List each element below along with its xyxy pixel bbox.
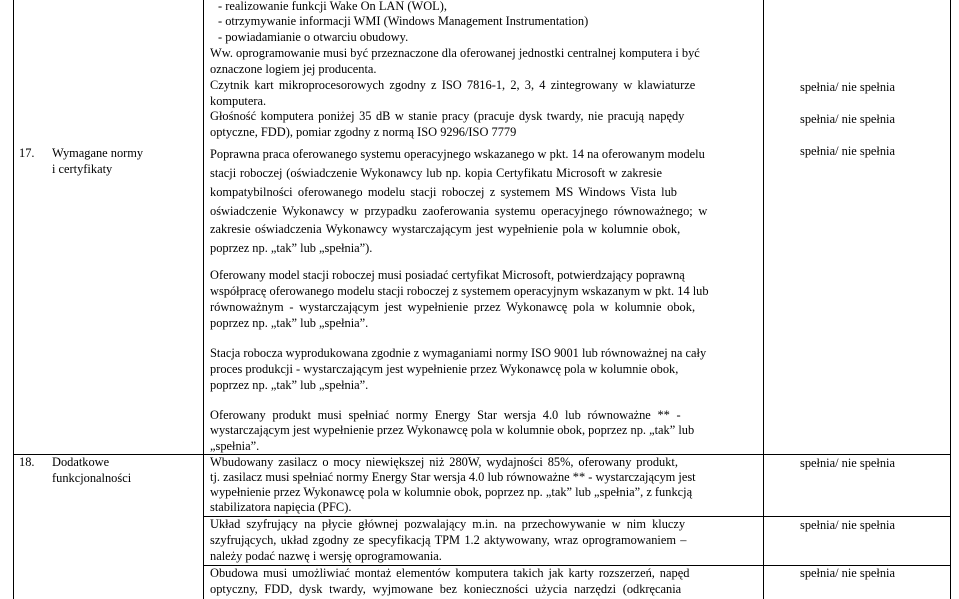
text-line: oświadczenie Wykonawcy w przypadku zaoferowania systemu operacyjnego równoważnego; w [210,204,708,218]
status-cell[interactable]: spełnia/ nie spełnia [800,112,895,126]
text-line: stacji roboczej (oświadczenie Wykonawcy lub np. kopia Certyfikatu Microsoft w zakresie [210,166,662,180]
row17-label-line2: i certyfikaty [52,162,113,176]
text-line: równoważnym - wystarczającym jest wypełnienie przez Wykonawcę pola w kolumnie obok, [210,300,696,314]
text-line: Oferowany produkt musi spełniać normy Energy Star wersja 4.0 lub równoważne ** - [210,408,681,422]
text-line: kompatybilności oferowanego modelu stacji roboczej z systemem MS Windows Vista lub [210,185,677,199]
status-cell[interactable]: spełnia/ nie spełnia [800,144,895,158]
text-line: Obudowa musi umożliwiać montaż elementów komputera takich jak karty rozszerzeń, napęd [210,566,690,580]
text-line: współpracę oferowanego modelu stacji roboczej z systemem operacyjnym wskazanym w pkt. 14 lub [210,284,709,298]
text-line: - realizowanie funkcji Wake On LAN (WOL), [218,0,447,13]
text-line: wypełnienie przez Wykonawcę pola w kolumnie obok, poprzez np. „tak” lub „spełnia”, z funkcją [210,485,693,499]
text-line: optyczny, FDD, dysk twardy, wyjmowane bez konieczności użycia narzędzi (odkręcania [210,582,682,596]
text-line: komputera. [210,94,267,108]
text-line: zakresie oświadczenia Wykonawcy wystarczającym jest wypełnienie pola w kolumnie obok, [210,222,681,236]
status-cell[interactable]: spełnia/ nie spełnia [800,518,895,532]
table-border-left [13,0,14,599]
row18-label-line2: funkcjonalności [52,471,132,485]
status-cell[interactable]: spełnia/ nie spełnia [800,80,895,94]
text-line: poprzez np. „tak” lub „spełnia”. [210,378,369,392]
text-line: wystarczającym jest wypełnienie przez Wykonawcę pola w kolumnie obok, poprzez np. „tak” lub [210,423,695,437]
text-line: oznaczone logiem jej producenta. [210,62,377,76]
text-line: optyczne, FDD), pomiar zgodny z normą ISO 9296/ISO 7779 [210,125,517,139]
text-line: szyfrujących, układ zgodny ze specyfikacją TPM 1.2 aktywowany, wraz oprogramowaniem – [210,533,687,547]
text-line: Oferowany model stacji roboczej musi posiadać certyfikat Microsoft, potwierdzający poprawną [210,268,685,282]
text-line: Ww. oprogramowanie musi być przeznaczone dla oferowanej jednostki centralnej komputera i być [210,46,700,60]
text-line: Poprawna praca oferowanego systemu operacyjnego wskazanego w pkt. 14 na oferowanym modelu [210,147,705,161]
row17-label-line1: Wymagane normy [52,146,144,160]
text-line: Wbudowany zasilacz o mocy niewiększej niż 280W, wydajności 85%, oferowany produkt, [210,455,678,469]
text-line: - otrzymywanie informacji WMI (Windows Management Instrumentation) [218,14,589,28]
text-line: Czytnik kart mikroprocesorowych zgodny z ISO 7816-1, 2, 3, 4 zintegrowany w klawiaturze [210,78,696,92]
table-divider-col2 [763,0,764,599]
text-line: poprzez np. „tak” lub „spełnia”. [210,316,369,330]
status-cell[interactable]: spełnia/ nie spełnia [800,456,895,470]
text-line: Głośność komputera poniżej 35 dB w stanie pracy (pracuje dysk twardy, nie pracują napędy [210,109,685,123]
row18-label-line1: Dodatkowe [52,455,110,469]
row18-number: 18. [19,455,35,469]
text-line: poprzez np. „tak” lub „spełnia”). [210,241,373,255]
text-line: „spełnia”. [210,439,260,453]
text-line: należy podać nazwę i wersję oprogramowania. [210,549,442,563]
text-line: tj. zasilacz musi spełniać normy Energy Star wersja 4.0 lub równoważne ** - wystarczającym jest [210,470,696,484]
text-line: proces produkcji - wystarczającym jest wypełnienie przez Wykonawcę pola w kolumnie obok, [210,362,679,376]
text-line: - powiadamianie o otwarciu obudowy. [218,30,409,44]
text-line: stabilizatora napięcia (PFC). [210,500,352,514]
text-line: Układ szyfrujący na płycie głównej pozwalający m.in. na przechowywanie w nim kluczy [210,517,686,531]
text-line: Stacja robocza wyprodukowana zgodnie z wymaganiami normy ISO 9001 lub równoważnej na cały [210,346,707,360]
row17-number: 17. [19,146,35,160]
status-cell[interactable]: spełnia/ nie spełnia [800,566,895,580]
table-divider-col1 [203,0,204,599]
table-border-right [950,0,951,599]
